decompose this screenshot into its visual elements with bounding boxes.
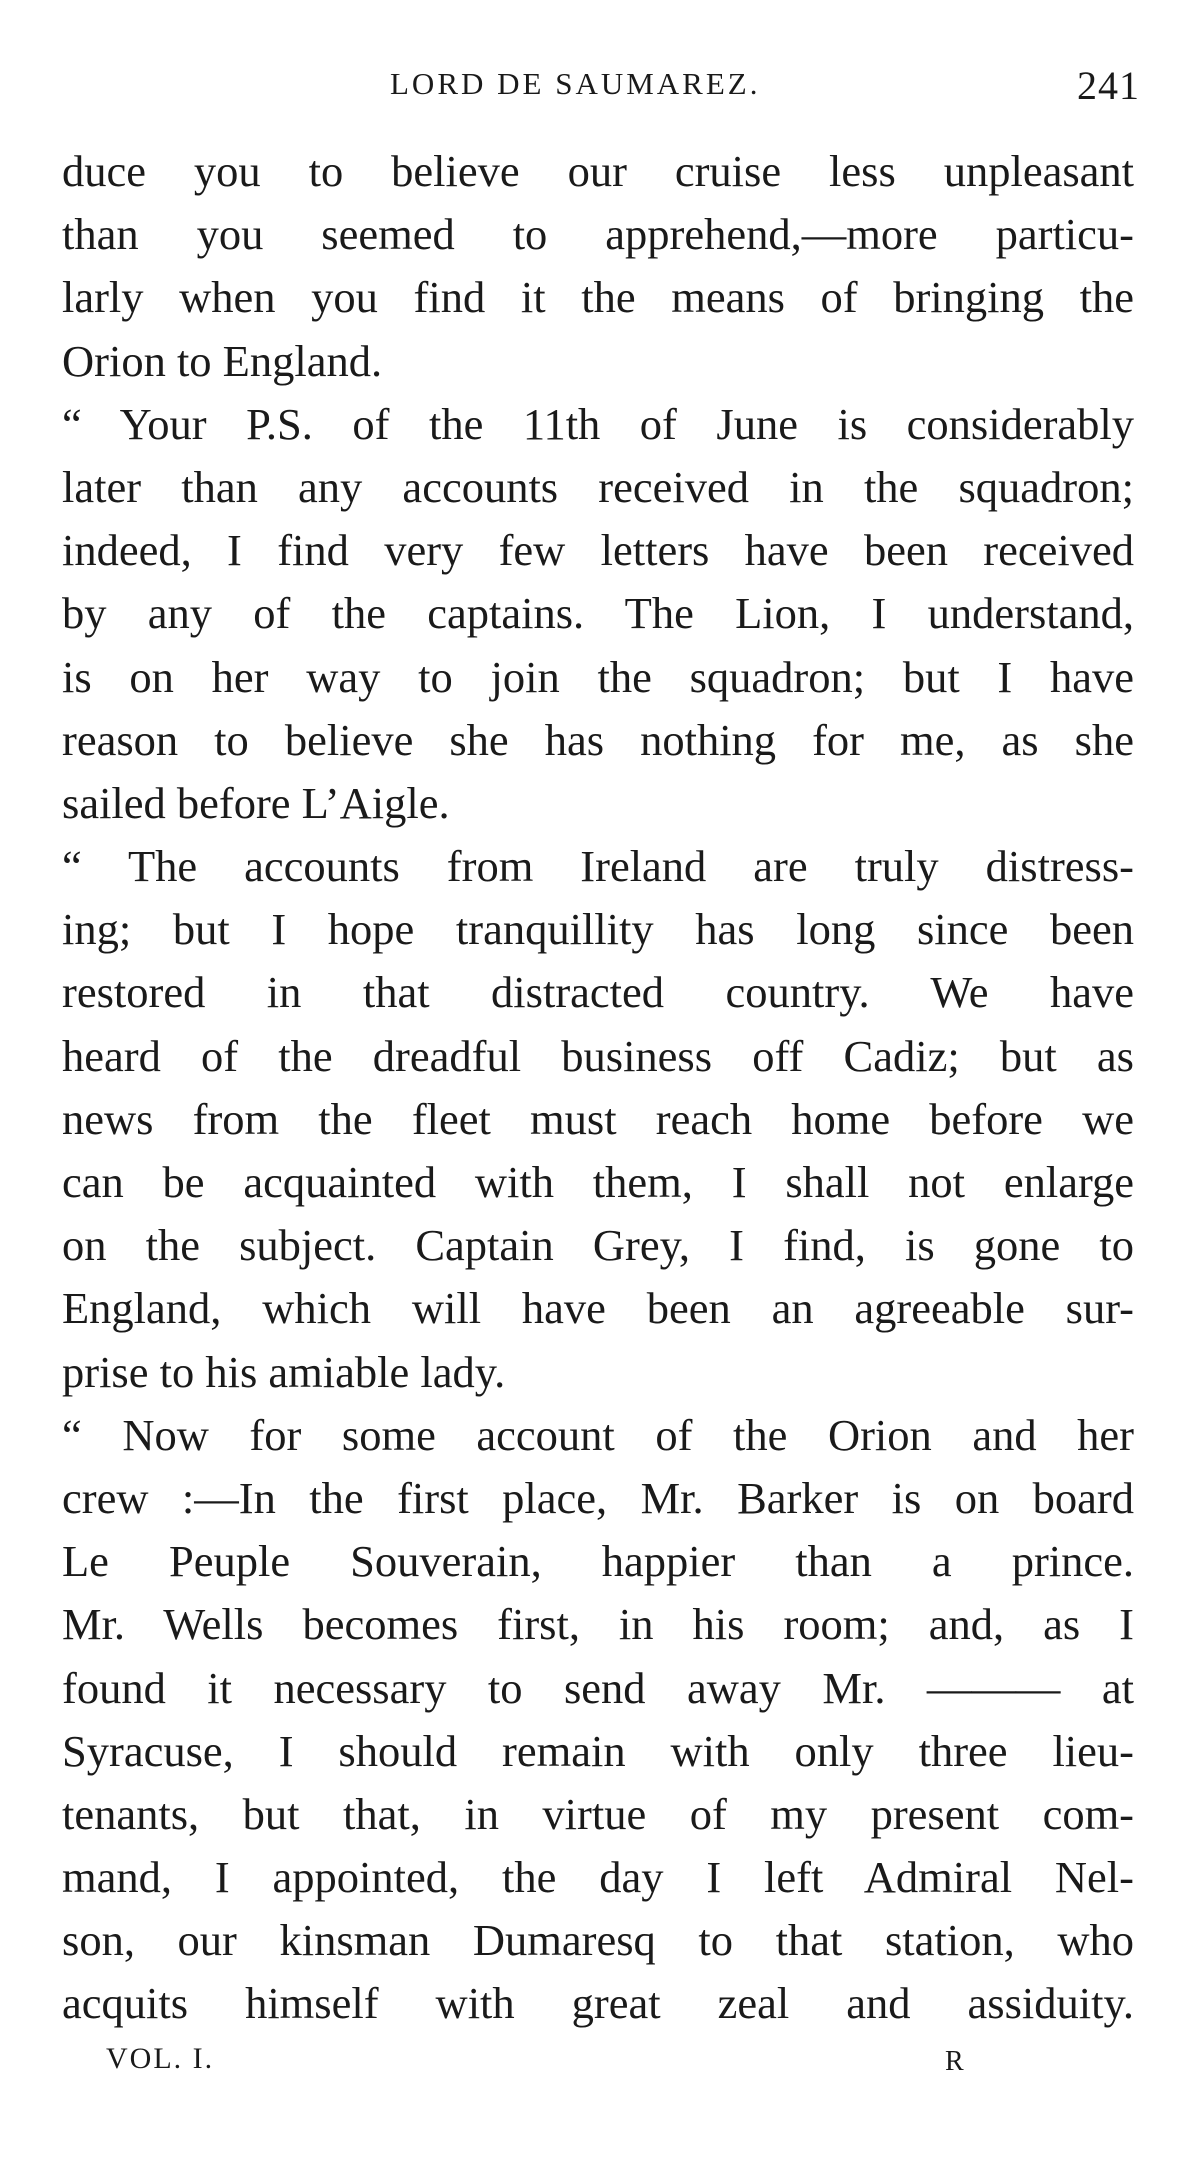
text-line: mand, I appointed, the day I left Admiral Nel- xyxy=(62,1852,1134,1903)
text-line: is on her way to join the squadron; but I have xyxy=(62,651,1134,702)
text-line: Mr. Wells becomes first, in his room; and, as I xyxy=(62,1599,1134,1650)
volume-mark: VOL. I. xyxy=(106,2042,215,2075)
text-line: news from the fleet must reach home before we xyxy=(62,1093,1134,1144)
text-line: duce you to believe our cruise less unpleasant xyxy=(62,146,1134,196)
text-line: Le Peuple Souverain, happier than a prince. xyxy=(62,1536,1134,1587)
page-number: 241 xyxy=(1077,63,1140,108)
text-line: by any of the captains. The Lion, I understand, xyxy=(62,588,1134,639)
text-line: “ The accounts from Ireland are truly distress- xyxy=(62,841,1134,892)
page-footer xyxy=(0,2042,1204,2092)
text-line: tenants, but that, in virtue of my present com- xyxy=(62,1788,1134,1839)
body-text xyxy=(62,140,1134,2036)
text-line: found it necessary to send away Mr. ——— at xyxy=(62,1662,1134,1713)
text-line: later than any accounts received in the squadron; xyxy=(62,461,1134,512)
text-line: can be acquainted with them, I shall not enlarge xyxy=(62,1157,1134,1207)
text-line: reason to believe she has nothing for me, as she xyxy=(62,714,1134,765)
text-line: “ Your P.S. of the 11th of June is considerably xyxy=(62,398,1134,449)
text-line: “ Now for some account of the Orion and her xyxy=(62,1409,1134,1460)
text-line: ing; but I hope tranquillity has long since been xyxy=(62,904,1134,955)
text-line: crew :—In the first place, Mr. Barker is on board xyxy=(62,1472,1134,1523)
text-line: son, our kinsman Dumaresq to that station, who xyxy=(62,1915,1134,1966)
text-line: prise to his amiable lady. xyxy=(62,1346,506,1397)
running-head xyxy=(60,63,1140,116)
text-line: heard of the dreadful business off Cadiz; but as xyxy=(62,1030,1134,1081)
text-line: acquits himself with great zeal and assiduity. xyxy=(62,1978,1134,2029)
signature-mark: R xyxy=(945,2046,964,2077)
text-line: England, which will have been an agreeable sur- xyxy=(62,1283,1134,1334)
text-line: on the subject. Captain Grey, I find, is gone to xyxy=(62,1220,1134,1271)
text-line: Syracuse, I should remain with only three lieu- xyxy=(62,1725,1134,1776)
text-line: sailed before L’Aigle. xyxy=(62,777,450,828)
text-line: than you seemed to apprehend,—more particu- xyxy=(62,209,1134,260)
text-line: indeed, I find very few letters have been received xyxy=(62,525,1134,576)
text-line: larly when you find it the means of bringing the xyxy=(62,272,1134,323)
text-line: restored in that distracted country. We have xyxy=(62,967,1134,1018)
running-title: LORD DE SAUMAREZ. xyxy=(390,66,761,101)
text-line: Orion to England. xyxy=(62,335,383,386)
